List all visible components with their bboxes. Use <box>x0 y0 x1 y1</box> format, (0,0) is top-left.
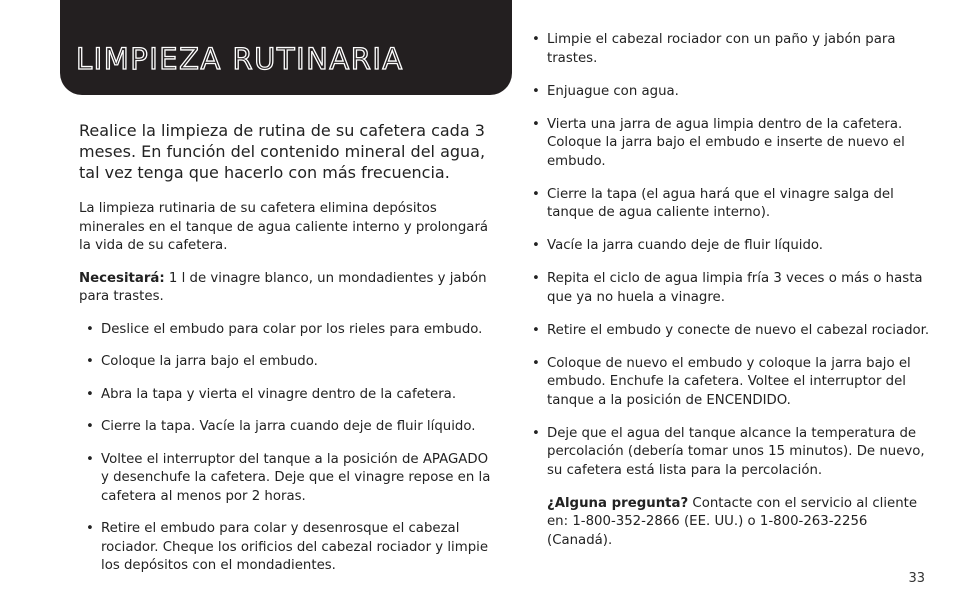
section-title: LIMPIEZA RUTINARIA <box>76 42 404 76</box>
bullet-icon: • <box>532 322 540 338</box>
contact-info <box>547 495 935 551</box>
step-item <box>525 186 935 223</box>
step-text: Enjuague con agua. <box>547 83 679 99</box>
bullet-icon: • <box>532 83 540 99</box>
step-text: Coloque de nuevo el embudo y coloque la jarra bajo el embudo. Enchufe la cafetera. Voltee el interruptor del tanque a la posición de ENCENDIDO. <box>547 355 911 408</box>
step-text: Cierre la tapa (el agua hará que el vinagre salga del tanque de agua caliente interno). <box>547 186 894 220</box>
bullet-icon: • <box>532 355 540 371</box>
left-column <box>79 120 491 590</box>
requirements <box>79 270 491 307</box>
step-item <box>525 31 935 68</box>
step-item <box>525 355 935 411</box>
bullet-icon: • <box>532 186 540 202</box>
bullet-icon: • <box>532 116 540 132</box>
step-item <box>79 386 491 405</box>
bullet-icon: • <box>86 451 94 467</box>
contact-question: ¿Alguna pregunta? <box>547 495 689 511</box>
step-text: Repita el ciclo de agua limpia fría 3 veces o más o hasta que ya no huela a vinagre. <box>547 271 923 305</box>
step-item <box>525 116 935 172</box>
bullet-icon: • <box>532 271 540 286</box>
bullet-icon: • <box>532 425 540 441</box>
step-item <box>79 451 491 507</box>
step-text: Cierre la tapa. Vacíe la jarra cuando deje de fluir líquido. <box>101 419 476 434</box>
step-item <box>525 270 935 307</box>
step-item <box>525 322 935 341</box>
step-text: Deje que el agua del tanque alcance la temperatura de percolación (debería tomar unos 15 minutos). De nuevo, su cafetera está lista para la percolación. <box>547 425 925 478</box>
step-text: Vacíe la jarra cuando deje de fluir líquido. <box>547 238 824 253</box>
bullet-icon: • <box>86 521 94 536</box>
bullet-icon: • <box>532 238 540 253</box>
requirements-text: 1 l de vinagre blanco, un mondadientes y jabón para trastes. <box>79 270 487 304</box>
step-item <box>525 83 935 102</box>
step-text: Deslice el embudo para colar por los rieles para embudo. <box>101 321 483 337</box>
bullet-icon: • <box>86 321 94 337</box>
step-item <box>79 353 491 372</box>
bullet-icon: • <box>532 32 540 47</box>
step-text: Coloque la jarra bajo el embudo. <box>101 354 318 369</box>
step-text: Limpie el cabezal rociador con un paño y jabón para trastes. <box>547 32 896 66</box>
bullet-icon: • <box>86 419 94 434</box>
step-item <box>525 425 935 481</box>
intro-lead: Realice la limpieza de rutina de su cafetera cada 3 meses. En función del contenido mineral del agua, tal vez tenga que hacerlo con más frecuencia. <box>79 121 486 182</box>
contact-text: Contacte con el servicio al cliente en: 1-800-352-2866 (EE. UU.) o 1-800-263-2256 (Canadá). <box>547 495 918 548</box>
bullet-icon: • <box>86 354 94 369</box>
step-item <box>79 520 491 576</box>
step-text: Voltee el interruptor del tanque a la posición de APAGADO y desenchufe la cafetera. Deje que el vinagre repose en la cafetera al menos por 2 horas. <box>101 451 491 504</box>
steps-list-left <box>79 321 491 576</box>
bullet-icon: • <box>86 386 94 402</box>
steps-list-right <box>525 31 935 480</box>
page-number: 33 <box>908 571 925 586</box>
right-column <box>525 31 935 550</box>
step-text: Vierta una jarra de agua limpia dentro de la cafetera. Coloque la jarra bajo el embudo e inserte de nuevo el embudo. <box>547 116 905 169</box>
step-text: Abra la tapa y vierta el vinagre dentro de la cafetera. <box>101 386 457 402</box>
step-text: Retire el embudo para colar y desenrosque el cabezal rociador. Cheque los orificios del cabezal rociador y limpie los depósitos con el mondadientes. <box>101 521 489 573</box>
requirements-label: Necesitará: <box>79 270 165 286</box>
intro-description: La limpieza rutinaria de su cafetera elimina depósitos minerales en el tanque de agua caliente interno y prolongará la vida de su cafetera. <box>79 201 489 253</box>
step-text: Retire el embudo y conecte de nuevo el cabezal rociador. <box>547 322 930 338</box>
step-item <box>79 418 491 437</box>
step-item <box>79 321 491 340</box>
step-item <box>525 237 935 256</box>
